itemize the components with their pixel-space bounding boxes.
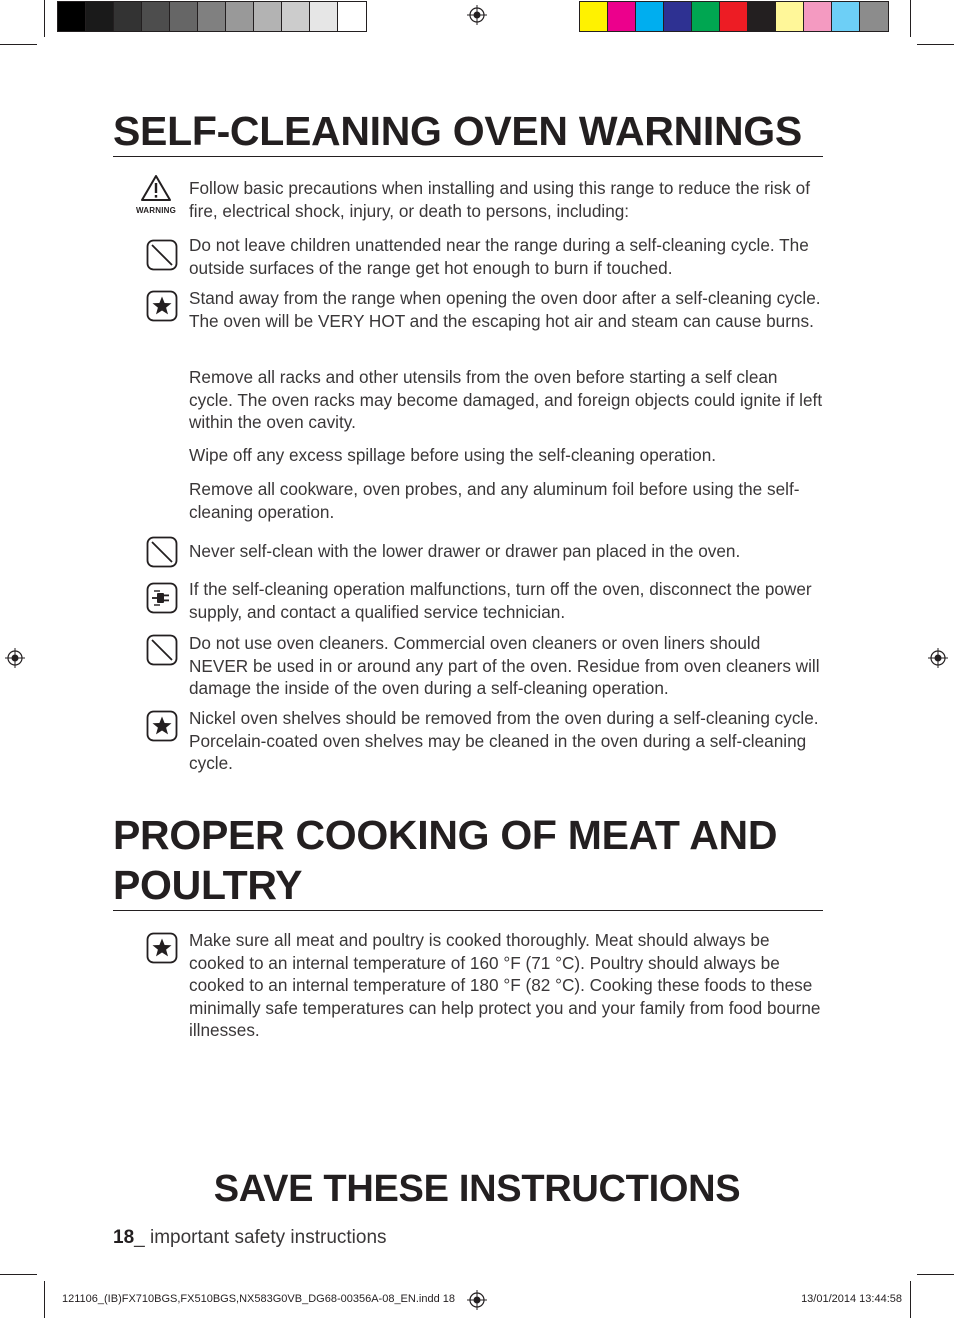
color-swatch [748, 2, 776, 31]
color-swatch [58, 2, 86, 31]
color-swatch [114, 2, 142, 31]
warning-intro: Follow basic precautions when installing and using this range to reduce the risk of fire, electrical shock, injury, or death to persons, including: [189, 178, 811, 221]
color-swatch [804, 2, 832, 31]
list-item: Remove all racks and other utensils from the oven before starting a self clean cycle. The oven racks may become damaged, and foreign objects could ignite if left within the oven cavity. [189, 367, 823, 432]
slug-timestamp: 13/01/2014 13:44:58 [801, 1293, 902, 1305]
grayscale-color-bar [57, 1, 367, 32]
color-swatch [198, 2, 226, 31]
warning-label: WARNING [135, 206, 177, 215]
color-swatch [226, 2, 254, 31]
color-swatch [720, 2, 748, 31]
process-color-bar [579, 1, 889, 32]
list-item: Do not leave children unattended near the range during a self-cleaning cycle. The outside surfaces of the range get hot enough to burn if touched. [189, 235, 809, 278]
color-swatch [254, 2, 282, 31]
list-item: Nickel oven shelves should be removed from the oven during a self-cleaning cycle. Porcelain-coated oven shelves may be cleaned in the oven during a self-cleaning cycle. [189, 708, 819, 773]
color-swatch [860, 2, 888, 31]
crop-mark-bottom-left-v [44, 1281, 45, 1318]
crop-mark-top-left-h [0, 44, 37, 45]
page-footer [113, 1227, 387, 1249]
prohibition-icon [146, 239, 178, 271]
warning-triangle-icon [139, 173, 173, 203]
color-swatch [142, 2, 170, 31]
color-swatch [776, 2, 804, 31]
crop-mark-top-right-v [910, 0, 911, 37]
color-swatch [170, 2, 198, 31]
list-item: Do not use oven cleaners. Commercial oven cleaners or oven liners should NEVER be used in or around any part of the oven. Residue from oven cleaners will damage the inside of the oven during a self-cleaning operation. [189, 633, 820, 698]
prohibition-icon [146, 634, 178, 666]
list-item: If the self-cleaning operation malfunctions, turn off the oven, disconnect the power supply, and contact a qualified service technician. [189, 579, 812, 622]
star-icon [146, 710, 178, 742]
prohibition-icon [146, 536, 178, 568]
color-swatch [832, 2, 860, 31]
section-title-line-2: POULTRY [113, 862, 303, 908]
save-instructions-heading: SAVE THESE INSTRUCTIONS [213, 1168, 741, 1210]
crop-mark-top-left-v [44, 0, 45, 37]
color-swatch [608, 2, 636, 31]
color-swatch [692, 2, 720, 31]
list-item: Remove all cookware, oven probes, and any aluminum foil before using the self-cleaning operation. [189, 479, 800, 522]
color-swatch [86, 2, 114, 31]
warning-badge [134, 173, 178, 219]
color-swatch [664, 2, 692, 31]
color-swatch [636, 2, 664, 31]
crop-mark-top-right-h [917, 44, 954, 45]
section-title-line-1: PROPER COOKING OF MEAT AND [113, 812, 778, 858]
star-icon [146, 290, 178, 322]
slug-filename: 121106_(IB)FX710BGS,FX510BGS,NX583G0VB_DG68-00356A-08_EN.indd 18 [62, 1293, 455, 1305]
registration-mark-icon [467, 1290, 487, 1310]
page-number: 18 [113, 1227, 135, 1248]
crop-mark-bottom-right-v [910, 1281, 911, 1318]
crop-mark-bottom-right-h [917, 1274, 954, 1275]
crop-mark-bottom-left-h [0, 1274, 37, 1275]
list-item: Make sure all meat and poultry is cooked thoroughly. Meat should always be cooked to an internal temperature of 160 °F (71 °C). Poultry should always be cooked to an internal temperature of 180 °F (82 °C). Cooking these foods to these minimally safe temperatures can help protect you and your family from food bourne illnesses. [189, 930, 821, 1040]
footer-section-label: _ important safety instructions [134, 1227, 387, 1248]
star-icon [146, 932, 178, 964]
unplug-icon [146, 582, 178, 614]
color-swatch [282, 2, 310, 31]
color-swatch [338, 2, 366, 31]
color-swatch [580, 2, 608, 31]
color-swatch [310, 2, 338, 31]
section-title-self-cleaning: SELF-CLEANING OVEN WARNINGS [113, 106, 823, 157]
list-item: Wipe off any excess spillage before using the self-cleaning operation. [189, 445, 717, 465]
registration-mark-icon [467, 5, 487, 25]
list-item: Stand away from the range when opening the oven door after a self-cleaning cycle. The oven will be VERY HOT and the escaping hot air and steam can cause burns. [189, 288, 821, 331]
registration-mark-icon [5, 648, 25, 668]
list-item: Never self-clean with the lower drawer or drawer pan placed in the oven. [189, 541, 741, 561]
section-title-meat-poultry [113, 810, 823, 911]
registration-mark-icon [928, 648, 948, 668]
